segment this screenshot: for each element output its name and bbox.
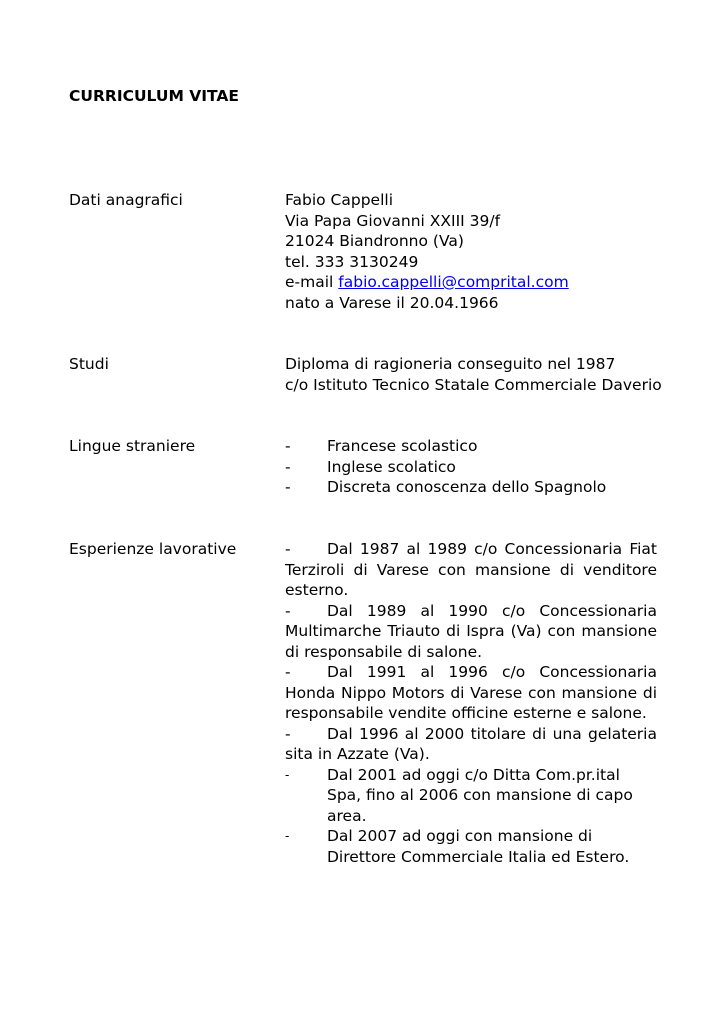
- studies-diploma: Diploma di ragioneria conseguito nel 1987: [285, 355, 616, 373]
- email-link[interactable]: fabio.cappelli@comprital.com: [338, 273, 569, 291]
- bullet-dash: -: [285, 437, 291, 455]
- studies-label: Studi: [69, 355, 109, 373]
- bullet-dash: -: [285, 457, 291, 476]
- languages-list: [285, 436, 657, 498]
- experience-item: Dal 1989 al 1990 c/o Concessionaria Multimarche Triauto di Ispra (Va) con mansione di responsabile di salone.: [285, 601, 657, 661]
- language-item: Discreta conoscenza dello Spagnolo: [327, 478, 607, 496]
- full-name: Fabio Cappelli: [285, 191, 394, 209]
- experience-item: Dal 1987 al 1989 c/o Concessionaria Fiat Terziroli di Varese con mansione di venditore esterno.: [285, 540, 657, 599]
- list-item: [285, 436, 657, 457]
- experience-item: Dal 2001 ad oggi c/o Ditta Com.pr.ital Spa, fino al 2006 con mansione di capo area.: [327, 765, 633, 825]
- experience-list: [285, 539, 657, 867]
- personal-data-label: Dati anagrafici: [69, 191, 183, 209]
- bullet-dash: -: [285, 540, 291, 558]
- language-item: Francese scolastico: [327, 437, 478, 455]
- address: Via Papa Giovanni XXIII 39/f: [285, 211, 501, 230]
- city: 21024 Biandronno (Va): [285, 232, 464, 250]
- language-item: Inglese scolatico: [327, 457, 456, 476]
- list-item: [285, 601, 657, 663]
- bullet-dash: -: [285, 724, 291, 743]
- bullet-dash: -: [285, 829, 290, 843]
- bullet-dash: -: [285, 663, 291, 681]
- list-item: [285, 765, 657, 827]
- list-item: [285, 477, 657, 498]
- bullet-dash: -: [285, 478, 291, 496]
- bullet-dash: -: [285, 767, 290, 782]
- list-item: [285, 826, 657, 867]
- list-item: [285, 662, 657, 724]
- personal-data-block: [285, 190, 657, 313]
- studies-block: [285, 354, 662, 395]
- list-item: [285, 539, 657, 601]
- document-title: CURRICULUM VITAE: [69, 87, 240, 105]
- studies-school: c/o Istituto Tecnico Statale Commerciale Daverio: [285, 375, 662, 394]
- languages-label: Lingue straniere: [69, 437, 196, 455]
- phone: tel. 333 3130249: [285, 252, 419, 271]
- list-item: [285, 457, 657, 478]
- experience-item: Dal 1996 al 2000 titolare di una gelateria sita in Azzate (Va).: [285, 724, 657, 763]
- experience-label: Esperienze lavorative: [69, 540, 237, 558]
- email-line: [285, 272, 657, 293]
- email-prefix: e-mail: [285, 273, 339, 291]
- list-item: [285, 724, 657, 765]
- bullet-dash: -: [285, 601, 291, 620]
- birth-info: nato a Varese il 20.04.1966: [285, 293, 499, 312]
- experience-item: Dal 2007 ad oggi con mansione di Direttore Commerciale Italia ed Estero.: [327, 827, 630, 866]
- experience-item: Dal 1991 al 1996 c/o Concessionaria Honda Nippo Motors di Varese con mansione di responsabile vendite officine esterne e salone.: [285, 663, 657, 722]
